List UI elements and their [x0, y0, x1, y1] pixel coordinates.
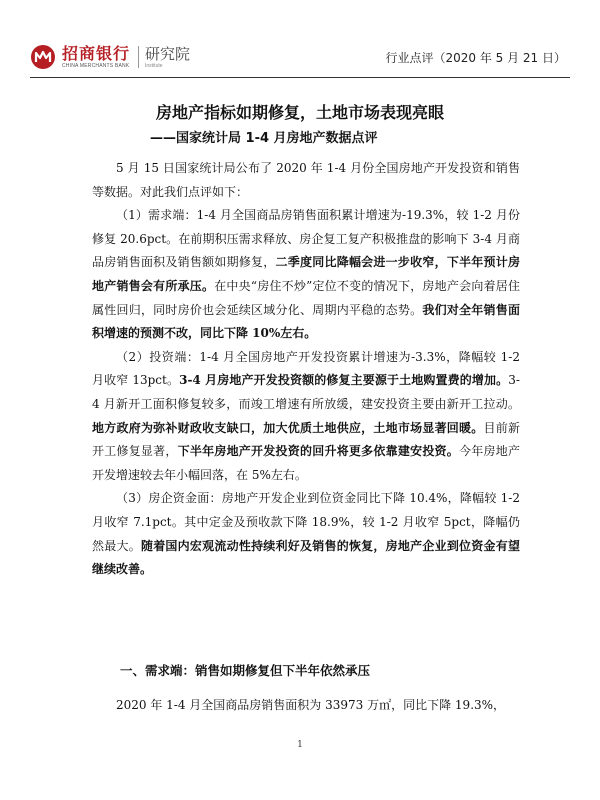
sales-paragraph: 2020 年 1-4 月全国商品房销售面积为 33973 万㎡，同比下降 19.3%， [116, 698, 506, 712]
section-heading: 一、需求端：销售如期修复但下半年依然承压 [120, 663, 371, 678]
cmb-logo-icon [30, 44, 56, 70]
section-body [92, 694, 520, 718]
page-number: 1 [297, 740, 303, 750]
report-type-date: 行业点评（2020 年 5 月 21 日） [385, 51, 566, 65]
funding-highlight-1: 随着国内宏观流动性持续利好及销售的恢复，房地产企业到位资金有望继续改善。 [92, 538, 520, 577]
demand-text-2: 在中央“房住不炒”定位不变的情况下，房地产会向着居住属性回归，同时房价也会延续区域分化、周期内平稳的态势。 [92, 278, 520, 317]
investment-text-3: 目前新开工修复显著， [92, 420, 520, 459]
investment-text-4: 今年房地产开发增速较去年小幅回落，在 5%左右。 [92, 444, 520, 482]
investment-highlight-3: 下半年房地产开发投资的回升将更多依靠建安投资。 [177, 444, 460, 459]
investment-text-2: 3-4 月新开工面积修复较多，而竣工增速有所放缓，建安投资主要由新开工拉动。 [92, 373, 520, 411]
funding-paragraph [92, 487, 520, 581]
report-subtitle: ——国家统计局 1-4 月房地产数据点评 [150, 131, 378, 146]
report-body [92, 157, 520, 582]
demand-paragraph [92, 204, 520, 346]
logo-english-name: CHINA MERCHANTS BANK [62, 62, 130, 69]
intro-paragraph: 5 月 15 日国家统计局公布了 2020 年 1-4 月份全国房地产开发投资和销售等数据。对此我们点评如下： [92, 161, 520, 199]
demand-text-1: （1）需求端：1-4 月全国商品房销售面积累计增速为-19.3%，较 1-2 月份修复 20.6pct。在前期积压需求释放、房企复工复产积极推盘的影响下 3-4 月商品房销售面积及销售额如期修复， [92, 208, 520, 270]
page-header [30, 40, 570, 74]
header-divider [30, 77, 570, 78]
investment-paragraph [92, 346, 520, 488]
bank-logo [30, 40, 190, 74]
logo-chinese-name: 招商银行 [62, 43, 131, 63]
logo-divider [138, 46, 139, 68]
demand-highlight-2: 我们对全年销售面积增速的预测不改，同比下降 10%左右。 [92, 302, 520, 341]
investment-text-1: （2）投资端：1-4 月全国房地产开发投资累计增速为-3.3%，降幅较 1-2 月收窄 13pct。 [92, 349, 520, 388]
funding-text-1: （3）房企资金面：房地产开发企业到位资金同比下降 10.4%，降幅较 1-2 月收窄 7.1pct。其中定金及预收款下降 18.9%，较 1-2 月收窄 5pct，降幅仍然最大。 [92, 491, 520, 553]
demand-highlight-1: 二季度同比降幅会进一步收窄，下半年预计房地产销售会有所承压。 [92, 255, 520, 293]
investment-highlight-2: 地方政府为弥补财政收支缺口，加大优质土地供应，土地市场显著回暖。 [92, 420, 484, 435]
institute-english-name: Institute [145, 62, 163, 69]
institute-name: 研究院 [145, 44, 191, 63]
investment-highlight-1: 3-4 月房地产开发投资额的修复主要源于土地购置费的增加。 [179, 373, 509, 388]
report-title: 房地产指标如期修复，土地市场表现亮眼 [155, 103, 444, 122]
